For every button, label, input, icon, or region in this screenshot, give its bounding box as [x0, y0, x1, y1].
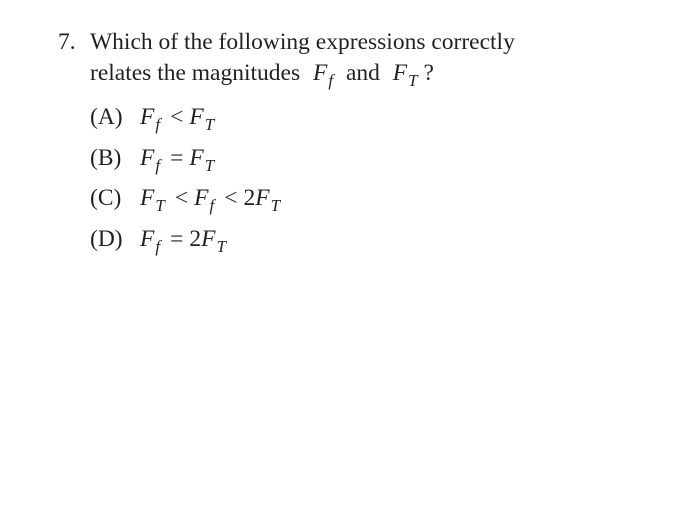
variable-f: F — [140, 144, 155, 171]
relation-operator: < — [174, 185, 189, 211]
answer-option[interactable] — [90, 143, 678, 184]
variable-f: F — [140, 225, 155, 252]
variable-subscript: T — [216, 236, 226, 256]
question-number: 7. — [58, 29, 76, 55]
answer-option[interactable] — [90, 183, 678, 224]
variable-f-tension: F — [392, 60, 408, 86]
variable-f: F — [201, 225, 216, 252]
variable-f: F — [194, 185, 209, 211]
variable-subscript: f — [155, 115, 161, 134]
coefficient: 2 — [189, 225, 202, 252]
relation-operator: < — [224, 185, 238, 211]
coefficient: 2 — [243, 185, 256, 211]
variable-subscript: T — [155, 196, 165, 215]
answer-option[interactable] — [90, 102, 678, 143]
option-label: (A) — [90, 104, 123, 130]
question-block — [58, 27, 678, 264]
variable-f-friction: F — [313, 60, 328, 86]
answer-options — [90, 102, 678, 264]
subscript-f: f — [328, 71, 334, 90]
variable-f: F — [189, 144, 204, 171]
option-label: (B) — [90, 144, 122, 171]
answer-option[interactable] — [90, 224, 678, 265]
connector-and: and — [345, 60, 380, 86]
relation-operator: < — [170, 104, 184, 130]
variable-f: F — [140, 104, 155, 130]
variable-subscript: f — [209, 196, 215, 215]
variable-f: F — [189, 104, 204, 130]
option-label: (D) — [90, 225, 123, 252]
question-stem — [90, 27, 678, 90]
question-line-2-prefix: relates the magnitudes — [90, 60, 301, 86]
question-mark: ? — [423, 60, 434, 86]
variable-subscript: T — [270, 196, 281, 215]
variable-f: F — [255, 185, 270, 211]
question-line-1: Which of the following expressions correctly — [90, 29, 515, 55]
variable-subscript: f — [155, 236, 161, 256]
relation-operator: = — [170, 225, 184, 252]
relation-operator: = — [170, 144, 184, 171]
variable-subscript: T — [204, 115, 215, 134]
subscript-t: T — [408, 71, 418, 90]
option-label: (C) — [90, 185, 122, 211]
variable-subscript: f — [155, 155, 161, 175]
variable-subscript: T — [204, 155, 215, 175]
variable-f: F — [140, 185, 155, 211]
question-line-2 — [90, 58, 678, 90]
